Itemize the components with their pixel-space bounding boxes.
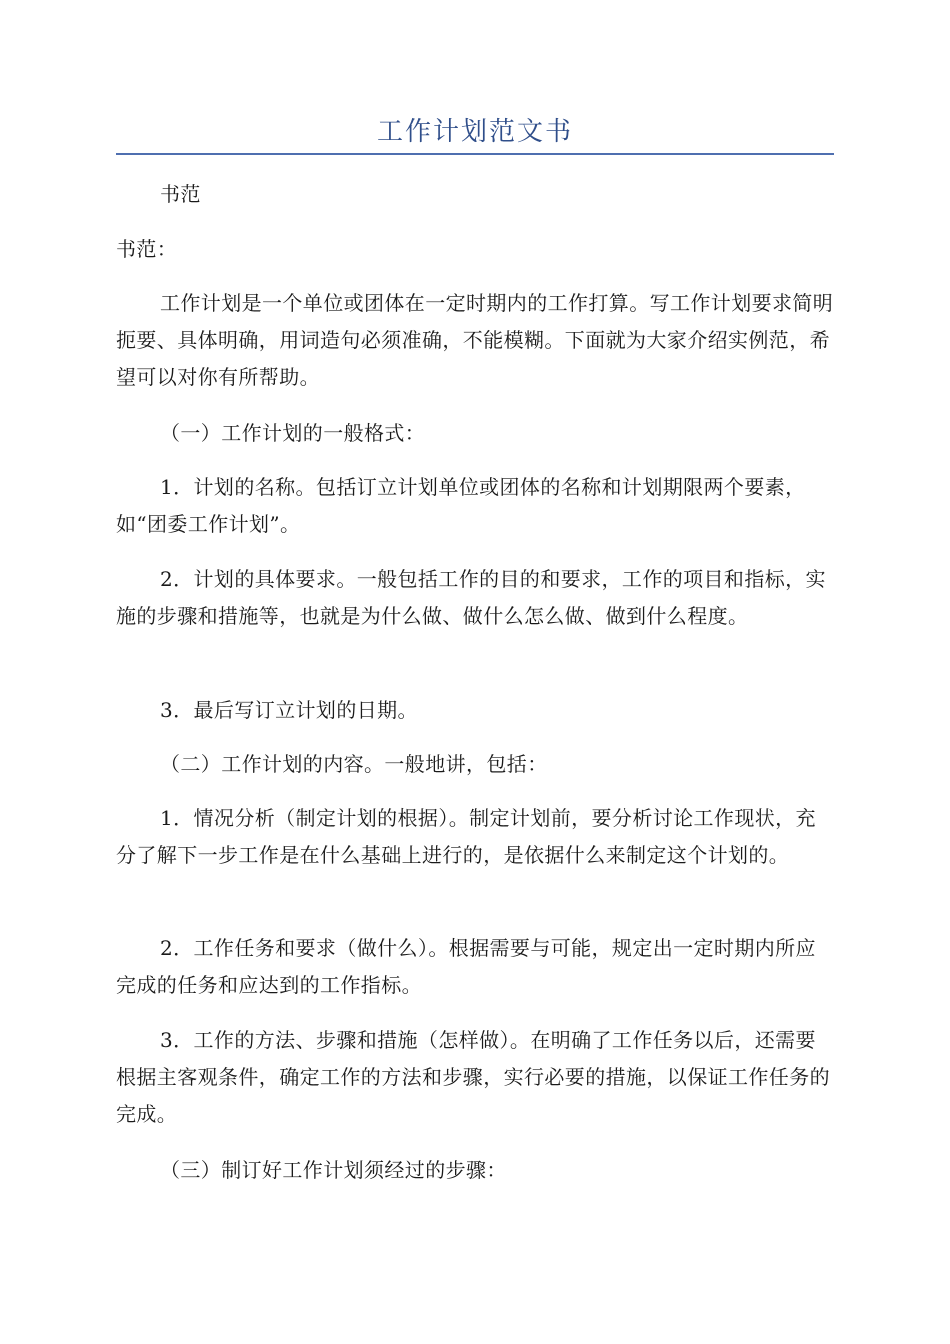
paragraph-12: （三）制订好工作计划须经过的步骤：: [160, 1158, 507, 1182]
paragraph-5: 1．计划的名称。包括订立计划单位或团体的名称和计划期限两个要素，如“团委工作计划”。: [116, 475, 806, 536]
paragraph-4: （一）工作计划的一般格式：: [160, 421, 426, 445]
paragraph-9: 1．情况分析（制定计划的根据）。制定计划前，要分析讨论工作现状，充分了解下一步工作是在什么基础上进行的，是依据什么来制定这个计划的。: [116, 806, 816, 867]
paragraph-10: 2．工作任务和要求（做什么）。根据需要与可能，规定出一定时期内所应完成的任务和应达到的工作指标。: [116, 936, 816, 997]
paragraph-7: 3．最后写订立计划的日期。: [160, 698, 418, 722]
paragraph-3: 工作计划是一个单位或团体在一定时期内的工作打算。写工作计划要求简明扼要、具体明确，用词造句必须准确，不能模糊。下面就为大家介绍实例范，希望可以对你有所帮助。: [116, 291, 834, 389]
paragraph-2: 书范：: [116, 237, 178, 261]
paragraph-8: （二）工作计划的内容。一般地讲，包括：: [160, 752, 548, 776]
paragraph-11: 3．工作的方法、步骤和措施（怎样做）。在明确了工作任务以后，还需要根据主客观条件，确定工作的方法和步骤，实行必要的措施，以保证工作任务的完成。: [116, 1028, 830, 1126]
paragraph-1: 书范: [160, 182, 201, 206]
document-title: 工作计划范文书: [376, 117, 573, 147]
title-underline: [116, 153, 834, 155]
paragraph-6: 2．计划的具体要求。一般包括工作的目的和要求，工作的项目和指标，实施的步骤和措施等，也就是为什么做、做什么怎么做、做到什么程度。: [116, 567, 826, 628]
